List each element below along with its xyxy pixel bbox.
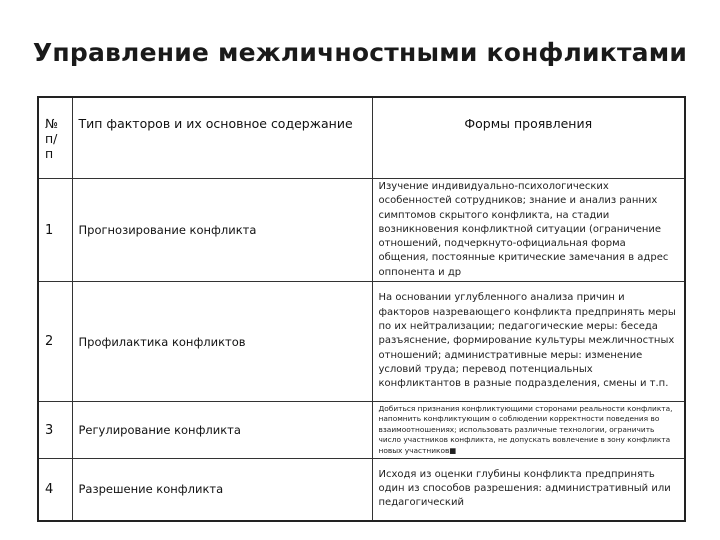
factor-type: Прогнозирование конфликта [72,179,372,282]
table-row [38,459,685,521]
table-row [38,282,685,402]
table-header-row [38,97,685,179]
manifestation-forms: Изучение индивидуально-психологических особенностей сотрудников; знание и анализ ранних симптомов скрытого конфликта, на стадии возникновения конфликтной ситуации (ограничение отношений, подчеркнуто-официальная форма общения, постоянные критические замечания в адрес оппонента и др [372,179,685,282]
factor-type: Разрешение конфликта [72,459,372,521]
manifestation-forms: Добиться признания конфликтующими сторонами реальности конфликта, напомнить конфликтующим о соблюдении корректности поведения во взаимоотношениях; использовать различные технологии, ограничить число участников конфликта, не допускать вовлечение в зону конфликта новых участников■ [372,402,685,459]
header-forms: Формы проявления [372,97,685,179]
header-num: № п/п [38,97,72,179]
factor-type: Регулирование конфликта [72,402,372,459]
row-number: 2 [38,282,72,402]
factor-type: Профилактика конфликтов [72,282,372,402]
table-row [38,402,685,459]
row-number: 3 [38,402,72,459]
page-title: Управление межличностными конфликтами [32,38,688,67]
manifestation-forms: На основании углубленного анализа причин и факторов назревающего конфликта предпринять меры по их нейтрализации; педагогические меры: беседа разъяснение, формирование культуры межличностных отношений; административные меры: изменение условий труда; перевод потенциальных конфликтантов в разные подразделения, смены и т.п. [372,282,685,402]
row-number: 4 [38,459,72,521]
conflict-management-table [37,96,686,522]
row-number: 1 [38,179,72,282]
header-type: Тип факторов и их основное содержание [72,97,372,179]
table-row [38,179,685,282]
manifestation-forms: Исходя из оценки глубины конфликта предпринять один из способов разрешения: административный или педагогический [372,459,685,521]
